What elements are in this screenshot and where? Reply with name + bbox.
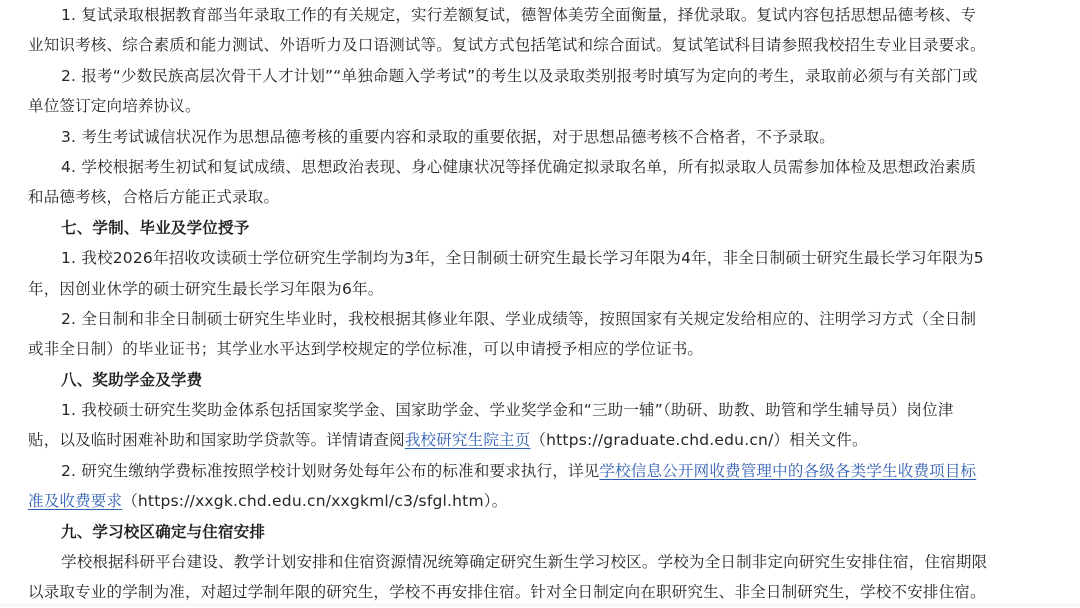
document-body [28,0,1038,608]
paragraph-line: 2. 全日制和非全日制硕士研究生毕业时，我校根据其修业年限、学业成绩等，按照国家有关规定发给相应的、注明学习方式（全日制 [61,309,977,328]
paragraph-text: （https://graduate.chd.edu.cn/）相关文件。 [530,431,868,450]
paragraph-text: （https://xxgk.chd.edu.cn/xxgkml/c3/sfgl.htm）。 [122,492,508,511]
paragraph-line: 1. 我校2026年招收攻读硕士学位研究生学制均为3年，全日制硕士研究生最长学习年限为4年，非全日制硕士研究生最长学习年限为5 [61,249,984,268]
paragraph-line: 和品德考核，合格后方能正式录取。 [28,188,280,207]
paragraph-line: 学校根据科研平台建设、教学计划安排和住宿资源情况统筹确定研究生新生学习校区。学校为全日制非定向研究生安排住宿，住宿期限 [61,553,988,572]
paragraph-line: 2. 报考“少数民族高层次骨干人才计划”“单独命题入学考试”的考生以及录取类别报考时填写为定向的考生，录取前必须与有关部门或 [61,66,978,85]
paragraph-line: 以录取专业的学制为准，对超过学制年限的研究生，学校不再安排住宿。针对全日制定向在职研究生、非全日制研究生，学校不安排住宿。 [28,583,986,602]
fee-standards-link-continued[interactable]: 准及收费要求 [28,492,123,511]
fee-standards-link[interactable]: 学校信息公开网收费管理中的各级各类学生收费项目标 [599,461,977,480]
paragraph-line [28,456,1038,486]
section-heading-8: 八、奖助学金及学费 [61,370,203,389]
paragraph-line: 业知识考核、综合素质和能力测试、外语听力及口语测试等。复试方式包括笔试和综合面试。复试笔试科目请参照我校招生专业目录要求。 [28,36,986,55]
paragraph-line: 或非全日制）的毕业证书；其学业水平达到学校规定的学位标准，可以申请授予相应的学位证书。 [28,340,704,359]
bottom-edge-shadow [0,602,1080,606]
paragraph-line: 年，因创业休学的硕士研究生最长学习年限为6年。 [28,279,384,298]
paragraph-line [28,486,1038,516]
paragraph-line: 4. 学校根据考生初试和复试成绩、思想政治表现、身心健康状况等择优确定拟录取名单，所有拟录取人员需参加体检及思想政治素质 [61,157,977,176]
paragraph-text: 贴，以及临时困难补助和国家助学贷款等。详情请查阅 [28,431,405,450]
paragraph-text: 2. 研究生缴纳学费标准按照学校计划财务处每年公布的标准和要求执行，详见 [61,461,600,480]
paragraph-line: 1. 我校硕士研究生奖助金体系包括国家奖学金、国家助学金、学业奖学金和“三助一辅”（助研、助教、助管和学生辅导员）岗位津 [61,401,954,420]
section-heading-9: 九、学习校区确定与住宿安排 [61,522,266,541]
graduate-school-homepage-link[interactable]: 我校研究生院主页 [404,431,531,450]
paragraph-line: 3. 考生考试诚信状况作为思想品德考核的重要内容和录取的重要依据，对于思想品德考核不合格者，不予录取。 [61,127,835,146]
paragraph-line [28,425,1038,455]
paragraph-line: 1. 复试录取根据教育部当年录取工作的有关规定，实行差额复试，德智体美劳全面衡量，择优录取。复试内容包括思想品德考核、专 [61,6,977,24]
section-heading-7: 七、学制、毕业及学位授予 [61,218,250,237]
paragraph-line: 单位签订定向培养协议。 [28,97,201,116]
